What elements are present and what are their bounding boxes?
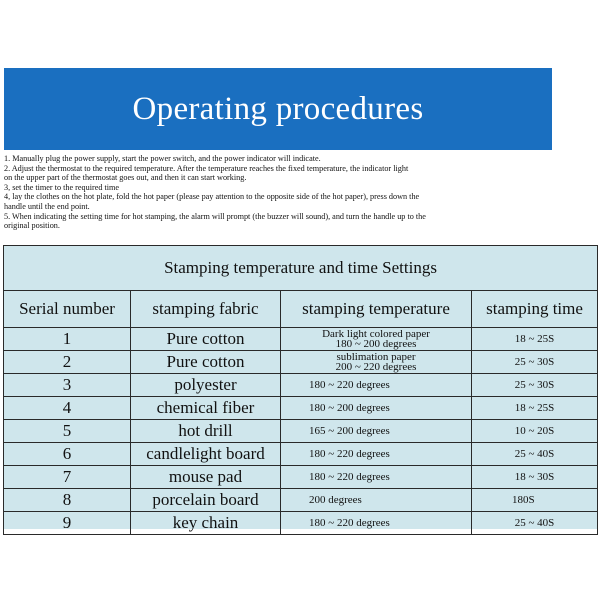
fabric-cell: key chain <box>131 512 281 535</box>
temperature-value: 165 ~ 200 degrees <box>309 425 390 437</box>
temperature-cell <box>281 328 472 351</box>
header-stamping-temperature: stamping temperature <box>281 291 472 328</box>
paper-type-note: sublimation paper <box>336 351 416 363</box>
time-cell: 180S <box>472 489 598 512</box>
temperature-value: 180 ~ 200 degrees <box>335 338 417 350</box>
step-line: 5. When indicating the setting time for hot stamping, the alarm will prompt (the buzzer will sound), and turn the handle up to the <box>4 211 426 221</box>
time-cell: 25 ~ 40S <box>472 512 598 535</box>
time-cell: 25 ~ 40S <box>472 443 598 466</box>
fabric-cell: candlelight board <box>131 443 281 466</box>
settings-table-container <box>3 245 597 532</box>
table-row <box>4 328 598 351</box>
step-line: 1. Manually plug the power supply, start the power switch, and the power indicator will indicate. <box>4 154 321 163</box>
table-header-row <box>4 291 598 328</box>
title-banner <box>4 68 552 150</box>
header-stamping-fabric: stamping fabric <box>131 291 281 328</box>
fabric-cell: polyester <box>131 374 281 397</box>
table-row <box>4 397 598 420</box>
fabric-cell: porcelain board <box>131 489 281 512</box>
time-cell: 10 ~ 20S <box>472 420 598 443</box>
temperature-value: 180 ~ 220 degrees <box>309 471 390 483</box>
temperature-value: 180 ~ 220 degrees <box>309 448 390 460</box>
temperature-cell <box>281 397 472 420</box>
step-line: 2. Adjust the thermostat to the required temperature. After the temperature reaches the fixed temperature, the indicator light <box>4 163 409 173</box>
step-line: 4, lay the clothes on the hot plate, fold the hot paper (please pay attention to the opposite side of the hot paper), press down the <box>4 192 420 202</box>
temperature-cell <box>281 443 472 466</box>
temperature-value: 180 ~ 200 degrees <box>309 402 390 414</box>
serial-number-cell: 5 <box>4 420 131 443</box>
temperature-value: 200 ~ 220 degrees <box>335 361 417 373</box>
temperature-cell <box>281 466 472 489</box>
serial-number-cell: 4 <box>4 397 131 420</box>
time-cell: 18 ~ 25S <box>472 328 598 351</box>
table-row <box>4 512 598 535</box>
table-row <box>4 351 598 374</box>
fabric-cell: Pure cotton <box>131 351 281 374</box>
paper-type-note: Dark light colored paper <box>322 328 430 340</box>
temperature-cell <box>281 374 472 397</box>
step-line: handle until the end point. <box>4 201 90 211</box>
time-cell: 25 ~ 30S <box>472 374 598 397</box>
serial-number-cell: 9 <box>4 512 131 535</box>
fabric-cell: Pure cotton <box>131 328 281 351</box>
temperature-cell <box>281 512 472 535</box>
time-cell: 18 ~ 30S <box>472 466 598 489</box>
time-cell: 25 ~ 30S <box>472 351 598 374</box>
procedure-steps <box>4 154 596 231</box>
page-title: Operating procedures <box>132 90 424 127</box>
fabric-cell: hot drill <box>131 420 281 443</box>
temperature-cell <box>281 489 472 512</box>
table-row <box>4 420 598 443</box>
fabric-cell: mouse pad <box>131 466 281 489</box>
step-line: 3, set the timer to the required time <box>4 182 120 192</box>
header-serial-number: Serial number <box>4 291 131 328</box>
fabric-cell: chemical fiber <box>131 397 281 420</box>
table-title: Stamping temperature and time Settings <box>4 246 598 291</box>
table-row <box>4 489 598 512</box>
table-row <box>4 443 598 466</box>
temperature-value: 200 degrees <box>309 494 362 506</box>
serial-number-cell: 8 <box>4 489 131 512</box>
time-cell: 18 ~ 25S <box>472 397 598 420</box>
serial-number-cell: 6 <box>4 443 131 466</box>
table-row <box>4 374 598 397</box>
temperature-cell <box>281 351 472 374</box>
settings-table <box>3 245 598 535</box>
header-stamping-time: stamping time <box>472 291 598 328</box>
temperature-value: 180 ~ 220 degrees <box>309 517 390 529</box>
serial-number-cell: 1 <box>4 328 131 351</box>
step-line: original position. <box>4 221 60 231</box>
temperature-value: 180 ~ 220 degrees <box>309 379 390 391</box>
serial-number-cell: 2 <box>4 351 131 374</box>
temperature-cell <box>281 420 472 443</box>
step-line: on the upper part of the thermostat goes out, and then it can start working. <box>4 173 247 183</box>
table-title-row <box>4 246 598 291</box>
serial-number-cell: 7 <box>4 466 131 489</box>
table-row <box>4 466 598 489</box>
serial-number-cell: 3 <box>4 374 131 397</box>
